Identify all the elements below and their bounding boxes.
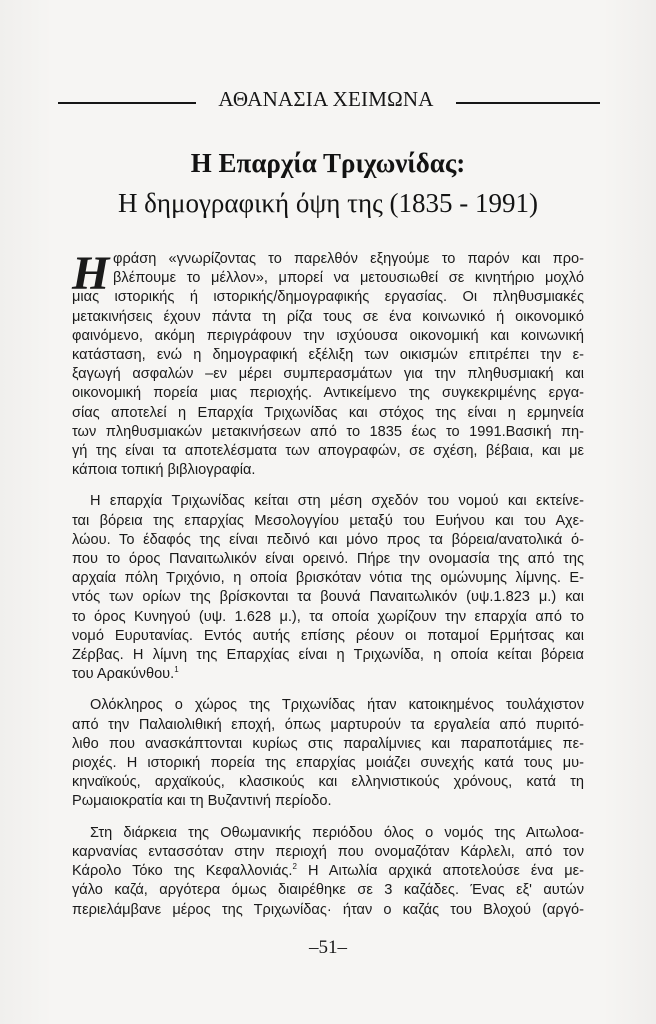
paragraph-3 xyxy=(72,696,584,811)
text-line: αρχαία πόλη Τριχόνιο, η οποία βρισκόταν νότια της ομώνυμης λίμνης. Ε- xyxy=(72,570,584,587)
text-line: ξαγωγή ασφαλών –εν μέρει συμπερασμάτων για την πληθυσμιακή και xyxy=(72,366,584,383)
header-rule-left xyxy=(58,102,196,104)
text-line: το όρος Κυνηγού (υψ. 1.628 μ.), τα οποία χωρίζουν την επαρχία από το xyxy=(72,608,584,625)
drop-cap: Η xyxy=(72,247,110,300)
text-line: κάποια τοπική βιβλιογραφία. xyxy=(72,462,256,479)
line-text-end: Η Αιτωλία αρχικά αποτελούσε ένα με- xyxy=(296,863,584,880)
text-line: γάλο καζά, αργότερα όμως διαιρέθηκε σε 3 καζάδες. Ένας εξ' αυτών xyxy=(72,882,584,899)
page-number: –51– xyxy=(309,937,347,958)
text-line: Ολόκληρος ο χώρος της Τριχωνίδας ήταν κατοικημένος τουλάχιστον xyxy=(90,697,584,714)
text-line: Στη διάρκεια της Οθωμανικής περιόδου όλος ο νομός της Αιτωλοα- xyxy=(90,824,584,841)
footnote-marker: 2 xyxy=(292,862,297,872)
text-line: βλέπουμε το μέλλον», μπορεί να μετουσιωθεί σε κινητήριο μοχλό xyxy=(113,270,584,287)
text-line: περιελάμβανε μέρος της Τριχωνίδας· ήταν ο καζάς του Βλοχού (αργό- xyxy=(72,901,584,918)
text-line: ριοχές. Η ιστορική πορεία της επαρχίας μοιάζει συνεχής κατά τους μυ- xyxy=(72,755,584,772)
text-line: Ρωμαιοκρατία και τη Βυζαντινή περίοδο. xyxy=(72,793,332,810)
article-title: Η Επαρχία Τριχωνίδας: xyxy=(190,148,466,178)
text-line-with-footnote xyxy=(72,862,584,881)
text-line: νομό Ευρυτανίας. Εντός αυτής επίσης ρέουν οι ποταμοί Ερμήτσας και xyxy=(72,627,584,644)
text-line: από την Παλαιολιθική εποχή, όπως μαρτυρούν τα εργαλεία από πυριτό- xyxy=(72,716,584,733)
text-line: σίας αποτελεί η Επαρχία Τριχωνίδας και στόχος της είναι η ερμηνεία xyxy=(72,404,584,421)
running-header xyxy=(58,87,600,111)
author-name: ΑΘΑΝΑΣΙΑ ΧΕΙΜΩΝΑ xyxy=(218,86,434,111)
text-line: κηναϊκούς, αρχαϊκούς, κλασικούς και ελληνιστικούς χρόνους, κατά τη xyxy=(72,774,584,791)
line-text-start: Κάρολο Τόκο της Κεφαλλονιάς. xyxy=(72,863,293,880)
text-line: φράση «γνωρίζοντας το παρελθόν εξηγούμε το παρόν και προ- xyxy=(113,251,584,267)
paragraph-2 xyxy=(72,492,584,684)
paragraph-1 xyxy=(72,247,584,480)
text-line: οικονομική πορεία μιας περιοχής. Αντικείμενο της συγκεκριμένης εργα- xyxy=(72,385,584,402)
text-line: Η επαρχία Τριχωνίδας κείται στη μέση σχεδόν του νομού και εκτείνε- xyxy=(90,493,584,510)
text-line: γή της είναι τα αποτελέσματα των απογραφών, σε σχέση, βέβαια, και με xyxy=(72,443,584,460)
text-line: των πληθυσμιακών μετακινήσεων από το 1835 έως το 1991.Βασική πη- xyxy=(72,423,584,440)
header-rule-right xyxy=(456,102,600,104)
text-line: που το όρος Παναιτωλικόν είναι ορεινό. Πήρε την ονομασία της από της xyxy=(72,551,584,568)
text-line: μετακινήσεις έχουν πάντα τη ρίζα τους σε ένα κοινωνικό ή οικονομικό xyxy=(72,308,584,325)
line-text: του Αρακύνθου. xyxy=(72,666,175,683)
text-line: ντός των ορίων της βρίσκονται τα βουνά Παναιτωλικόν (υψ.1.823 μ.) και xyxy=(72,589,584,606)
footnote-marker: 1 xyxy=(174,665,179,675)
text-line: Ζέρβας. Η λίμνη της Επαρχίας είναι η Τριχωνίδα, η οποία κείται βόρεια xyxy=(72,647,584,664)
text-line: κατάσταση, ενώ η δημογραφική εξέλιξη των οικισμών επιτρέπει την ε- xyxy=(72,347,584,364)
text-line: μιας ιστορικής ή ιστορικής/δημογραφικής εργασίας. Οι πληθυσμιακές xyxy=(72,289,584,306)
text-line-with-footnote xyxy=(72,665,584,684)
paragraph-4 xyxy=(72,824,584,920)
article-subtitle: Η δημογραφική όψη της (1835 - 1991) xyxy=(117,188,539,218)
text-line: ται βόρεια της επαρχίας Μεσολογγίου μεταξύ του Ευήνου και του Αχε- xyxy=(72,512,584,529)
text-line: καρνανίας εντασσόταν στην περιοχή που ονομαζόταν Κάρλελι, από τον xyxy=(72,843,584,860)
text-line: λιθο που ανασκάπτονται κυρίως στις παραλίμνιες και παραποτάμιες πε- xyxy=(72,735,584,752)
text-line: φαινόμενο, ακόμη περιγράφουν την ισχύουσα οικονομική και κοινωνική xyxy=(72,327,584,344)
article-body xyxy=(72,247,584,920)
text-line: λώου. Το έδαφός της είναι πεδινό και μόνο προς τα βόρεια/ανατολικά ό- xyxy=(72,531,584,548)
